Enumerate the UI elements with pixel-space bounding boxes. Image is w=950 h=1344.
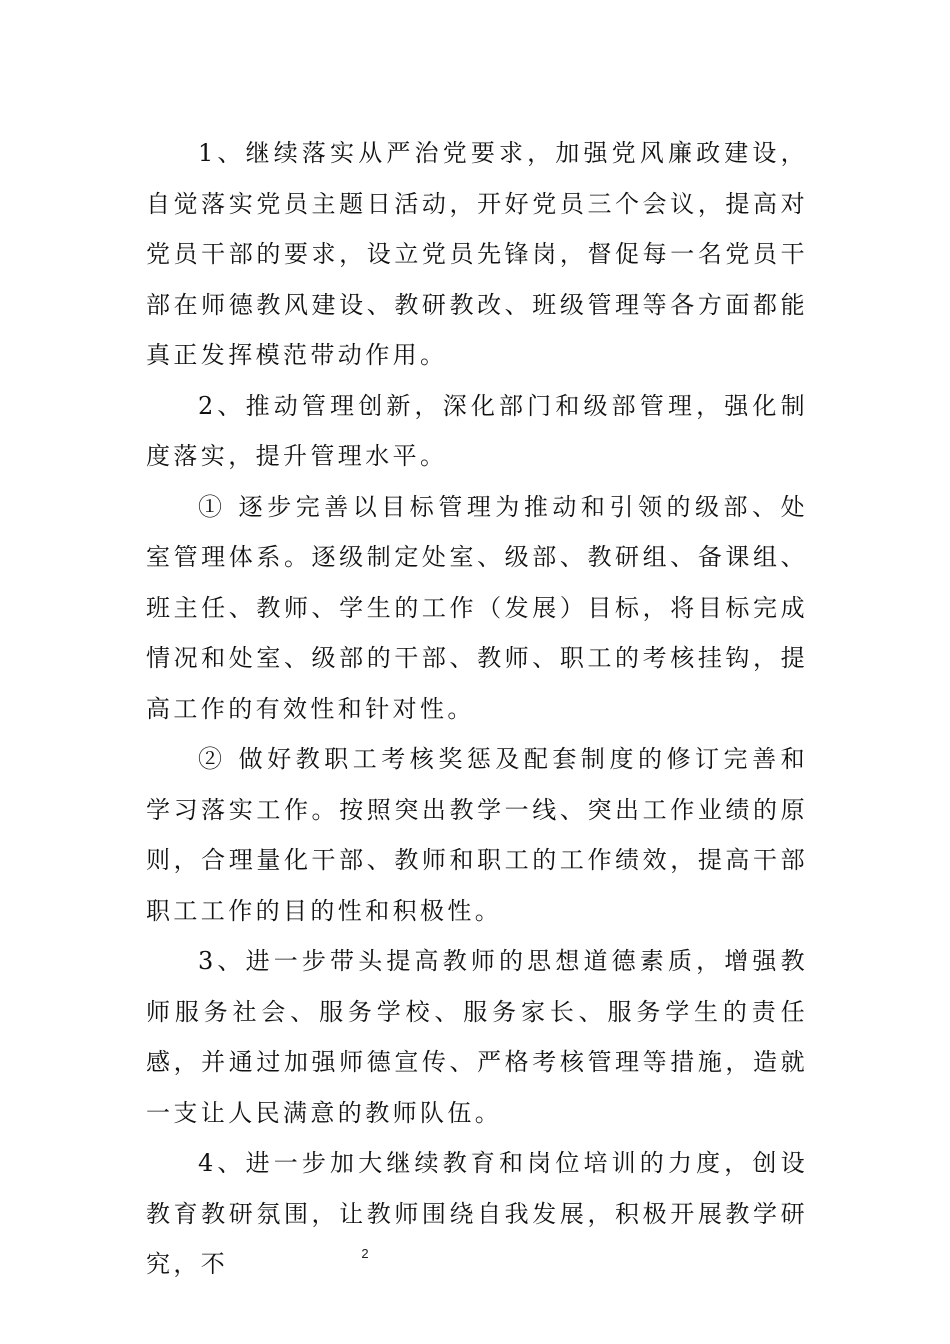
paragraph-2: 2、推动管理创新，深化部门和级部管理，强化制度落实，提升管理水平。 (146, 391, 808, 470)
paragraph-1: 1、继续落实从严治党要求，加强党风廉政建设，自觉落实党员主题日活动，开好党员三个会议，提高对党员干部的要求，设立党员先锋岗，督促每一名党员干部在师德教风建设、教研教改、班级管理等各方面都能真正发挥模范带动作用。 (146, 139, 808, 369)
paragraph-5: 3、进一步带头提高教师的思想道德素质，增强教师服务社会、服务学校、服务家长、服务学生的责任感，并通过加强师德宣传、严格考核管理等措施，造就一支让人民满意的教师队伍。 (146, 947, 808, 1127)
paragraph-6: 4、进一步加大继续教育和岗位培训的力度，创设教育教研氛围，让教师围绕自我发展，积极开展教学研究，不 (146, 1149, 808, 1278)
paragraph-3: ① 逐步完善以目标管理为推动和引领的级部、处室管理体系。逐级制定处室、级部、教研组、备课组、班主任、教师、学生的工作（发展）目标，将目标完成情况和处室、级部的干部、教师、职工的考核挂钩，提高工作的有效性和针对性。 (146, 492, 808, 723)
document-body (146, 128, 808, 1290)
paragraph-4: ② 做好教职工考核奖惩及配套制度的修订完善和学习落实工作。按照突出教学一线、突出工作业绩的原则，合理量化干部、教师和职工的工作绩效，提高干部职工工作的目的性和积极性。 (146, 745, 808, 925)
page-number: 2 (361, 1246, 369, 1261)
